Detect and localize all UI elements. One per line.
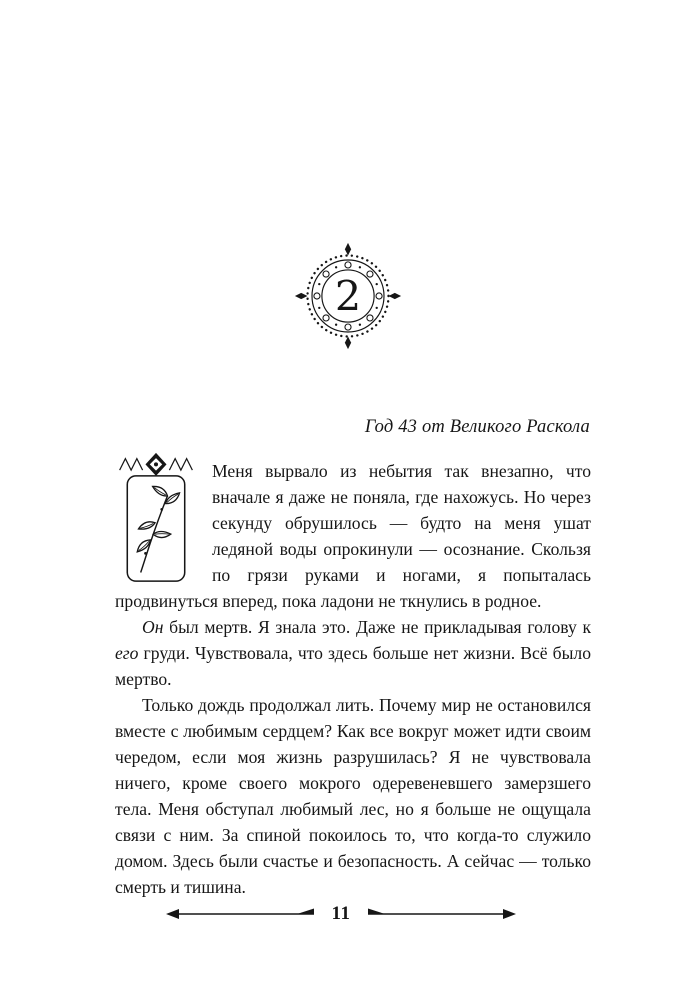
body-text xyxy=(115,458,591,900)
paragraph-2 xyxy=(115,614,591,692)
rose-ornament-icon xyxy=(115,450,197,584)
chapter-number: 2 xyxy=(334,272,362,321)
paragraph-2-italic-he: Он xyxy=(142,617,164,637)
epigraph: Год 43 от Великого Раскола xyxy=(364,417,590,437)
page-number: 11 xyxy=(331,903,351,924)
right-arrow-rule-icon xyxy=(368,906,516,922)
paragraph-1: Меня вырвало из небытия так внезапно, что вначале я даже не поняла, где нахожусь. Но через секунду обрушилось — будто на меня ушат ледяной воды опрокинули — осознание. Скользя по грязи руками и ногами, я попыталась продвинуться вперед, пока ладони не ткнулись в родное. xyxy=(115,461,591,611)
paragraph-2-italic-his: его xyxy=(115,643,139,663)
left-arrow-rule-icon xyxy=(166,906,314,922)
page-footer xyxy=(0,900,682,928)
paragraph-2-text-a: был мертв. Я знала это. Даже не прикладывая голову к xyxy=(163,617,591,637)
chapter-medallion-icon xyxy=(294,242,402,350)
paragraph-3: Только дождь продолжал лить. Почему мир не остановился вместе с любимым сердцем? Как все вокруг может идти своим чередом, если моя жизнь разрушилась? Я не чувствовала ничего, кроме своего мокрого одеревеневшего замерзшего тела. Меня обступал любимый лес, но я больше не ощущала связи с ним. За спиной покоилось то, что когда-то служило домом. Здесь были счастье и безопасность. А сейчас — только смерть и тишина. xyxy=(115,695,591,897)
paragraph-2-text-b: груди. Чувствовала, что здесь больше нет жизни. Всё было мертво. xyxy=(115,643,591,689)
